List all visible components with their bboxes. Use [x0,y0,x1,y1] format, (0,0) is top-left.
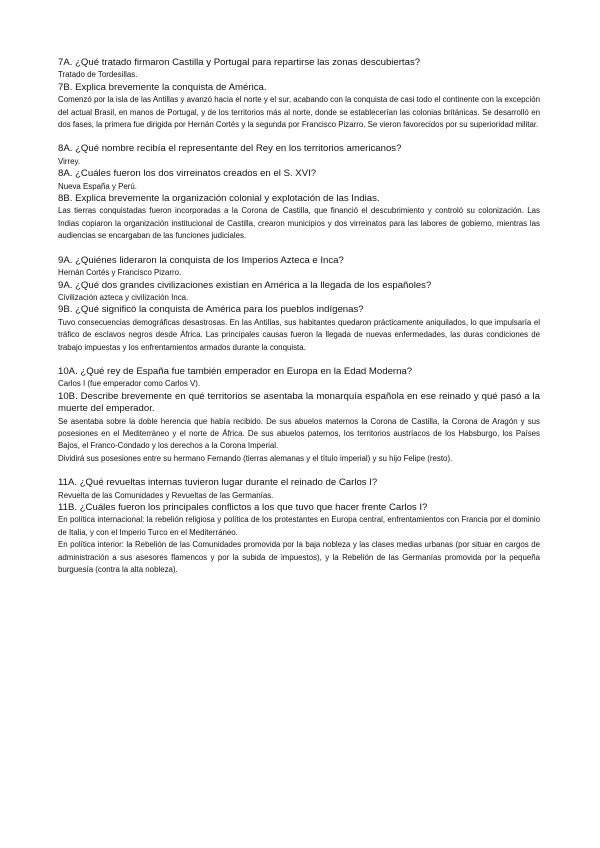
question-9a-1: 9A. ¿Quiénes lideraron la conquista de los Imperios Azteca e Inca? [58,254,344,266]
answer-9b: Tuvo consecuencias demográficas desastrosas. En las Antillas, sus habitantes quedaron prácticamente aniquilados, lo que impulsaría el tráfico de esclavos negros desde África. Las principales causas fueron la llegada de nuevas enfermedades, las duras condiciones de trabajo impuestas y los enfrentamientos armados durante la conquista. [58,317,540,352]
answer-8a-1: Virrey. [58,156,81,166]
question-7a: 7A. ¿Qué tratado firmaron Castilla y Portugal para repartirse las zonas descubiertas? [58,57,421,68]
section-10 [58,366,540,465]
section-gap [58,131,540,143]
answer-8b: Las tierras conquistadas fueron incorporadas a la Corona de Castilla, que financió el descubrimiento y controló su colonización. Las Indias copiaron la organización institucional de Castilla, crearon municipios y dos virreinatos para las labores de gobierno, mientras las audiencias se encargaban de las funciones judiciales. [58,206,540,241]
question-8a-1: 8A. ¿Qué nombre recibía el representante del Rey en los territorios americanos? [58,143,402,155]
answer-11b-part2: En política interior: la Rebelión de las Comunidades promovida por la baja nobleza y las clases medias urbanas (por situar en cargos de administración a sus asesores flamencos y por la subida de impuestos), y la Rebelión de las Germanías promovida por la pequeña burguesía (contra la alta nobleza). [58,540,540,575]
answer-11a: Revuelta de las Comunidades y Revueltas de las Germanías. [58,490,274,500]
section-gap [58,465,540,477]
section-8 [58,143,540,242]
answer-11b-part1: En política internacional: la rebelión religiosa y política de los protestantes en Europa central, enfrentamientos con Francia por el dominio de Italia, y con el Imperio Turco en el Mediterráneo. [58,515,540,537]
question-8b: 8B. Explica brevemente la organización colonial y explotación de las Indias. [58,193,380,205]
answer-10b-part2: Dividirá sus posesiones entre su hermano Fernando (tierras alemanas y el título imperial) y su hijo Felipe (resto). [58,453,453,463]
question-10a: 10A. ¿Qué rey de España fue también emperador en Europa en la Edad Moderna? [58,365,413,377]
question-11a: 11A. ¿Qué revueltas internas tuvieron lugar durante el reinado de Carlos I? [58,477,378,489]
section-gap [58,243,540,255]
section-7 [58,57,540,131]
answer-10a: Carlos I (fue emperador como Carlos V). [58,379,201,389]
answer-7a: Tratado de Tordesillas. [58,70,138,80]
answer-7b: Comenzó por la isla de las Antillas y avanzó hacia el norte y el sur, acabando con la conquista de casi todo el continente con la excepción del actual Brasil, en manos de Portugal, y de los territorios más al norte, donde se establecerían las colonias británicas. Se desarrolló en dos fases, la primera fue dirigida por Hernán Cortés y la segunda por Francisco Pizarro. Se vieron favorecidos por su superioridad militar. [58,95,540,130]
question-10b: 10B. Describe brevemente en qué territorios se asentaba la monarquía española en ese reinado y qué pasó a la muerte del emperador. [58,390,540,415]
answer-9a-2: Civilización azteca y civilización Inca. [58,292,189,302]
answer-10b-part1: Se asentaba sobre la doble herencia que había recibido. De sus abuelos maternos la Corona de Castilla, la Corona de Aragón y sus posesiones en el Mediterráneo y el norte de África. De sus abuelos paternos, los territorios austríacos de los Habsburgo, los Países Bajos, el Franco-Condado y los derechos a la Corona Imperial. [58,416,540,451]
question-8a-2: 8A. ¿Cuáles fueron los dos virreinatos creados en el S. XVI? [58,168,317,180]
question-11b: 11B. ¿Cuáles fueron los principales conflictos a los que tuvo que hacer frente Carlos I? [58,502,428,513]
question-9b: 9B. ¿Qué significó la conquista de América para los pueblos indígenas? [58,304,364,316]
document-page [58,57,540,576]
answer-9a-1: Hernán Cortés y Francisco Pizarro. [58,268,182,278]
answer-8a-2: Nueva España y Perú. [58,181,137,191]
question-7b: 7B. Explica brevemente la conquista de América. [58,81,267,93]
section-11 [58,477,540,576]
question-9a-2: 9A. ¿Qué dos grandes civilizaciones existían en América a la llegada de los españoles? [58,279,432,291]
section-9 [58,255,540,354]
section-gap [58,354,540,366]
